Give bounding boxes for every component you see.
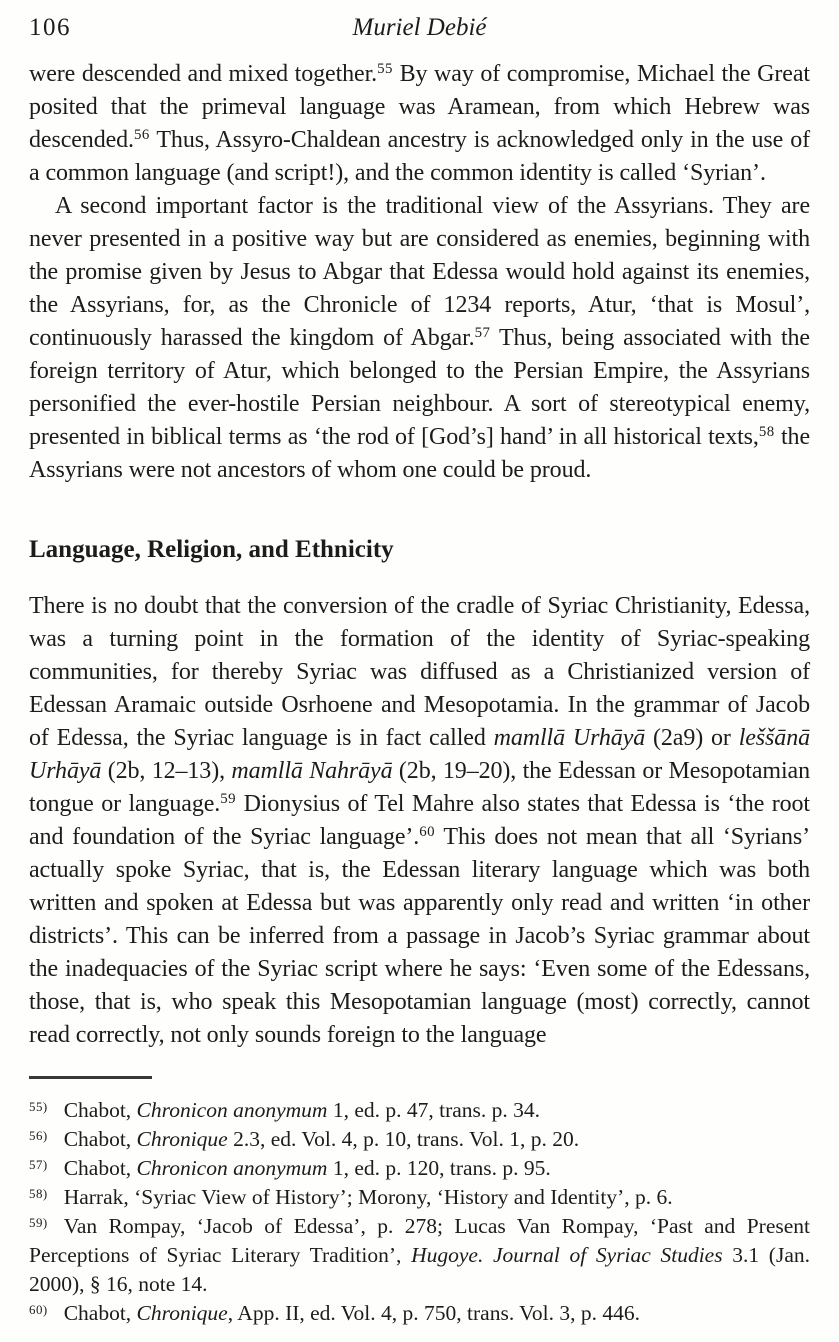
footnote — [29, 1212, 810, 1299]
text-run: the Assyrians were not ancestors of whom one could be proud. — [29, 424, 811, 483]
text-run: Thus, being associated with the foreign territory of Atur, which belonged to the Persian Empire, the Assyrians personified the ever-hostile Persian neighbour. A sort of stereotypical enemy, presented in biblical terms as ‘the rod of [God’s] hand’ in all historical texts, — [29, 325, 810, 450]
text-run: Harrak, ‘Syriac View of History’; Morony, ‘History and Identity’, p. 6. — [63, 1185, 673, 1209]
italic-text: Chronique — [136, 1127, 228, 1151]
italic-text: Hugoye. Journal of Syriac Studies — [411, 1243, 723, 1267]
footnote-marker: 58) — [29, 1186, 48, 1201]
footnote — [29, 1154, 810, 1183]
footnote — [29, 1183, 810, 1212]
italic-text: Chronicon anonymum — [136, 1098, 328, 1122]
text-run: There is no doubt that the conversion of the cradle of Syriac Christianity, Edessa, was a turning point in the formation of the identity of Syriac-speaking communities, for thereby Syriac was diffused as a Christianized version of Edessan Aramaic outside Osrhoene and Mesopotamia. In the grammar of Jacob of Edessa, the Syriac language is in fact called — [29, 593, 810, 751]
text-run: 3.1 (Jan. 2000), § 16, note 14. — [29, 1243, 810, 1296]
body-text — [29, 58, 810, 1052]
footnote-ref: 55 — [377, 60, 393, 77]
text-run: 1, ed. p. 120, trans. p. 95. — [327, 1156, 551, 1180]
text-run: By way of compromise, Michael the Great posited that the primeval language was Aramean, from which Hebrew was descended. — [29, 61, 810, 153]
paragraph — [29, 590, 810, 1052]
text-run: , App. II, ed. Vol. 4, p. 750, trans. Vol. 3, p. 446. — [227, 1301, 641, 1325]
running-head: Muriel Debié — [352, 14, 487, 41]
paragraph — [29, 190, 810, 487]
text-run: Chabot, — [63, 1156, 137, 1180]
italic-text: leššānā Urhāyā — [29, 725, 810, 784]
footnote — [29, 1096, 810, 1125]
footnote-marker: 60) — [29, 1302, 48, 1317]
footnote-ref: 56 — [133, 126, 150, 143]
footnote-separator-rule — [29, 1076, 152, 1079]
footnotes-section — [29, 1076, 810, 1328]
text-run: Dionysius of Tel Mahre also states that Edessa is ‘the root and foundation of the Syriac language’. — [29, 791, 810, 850]
footnote — [29, 1125, 810, 1154]
italic-text: Chronicon anonymum — [136, 1156, 328, 1180]
text-run: Chabot, — [63, 1301, 137, 1325]
footnote-marker: 56) — [29, 1128, 48, 1143]
footnote — [29, 1299, 810, 1328]
footnote-list — [29, 1096, 810, 1328]
text-run: (2b, 12–13), — [101, 758, 232, 784]
page-number: 106 — [29, 14, 71, 41]
text-run: Van Rompay, ‘Jacob of Edessa’, p. 278; Lucas Van Rompay, ‘Past and Present Perceptions of Syriac Literary Tradition’, — [29, 1214, 810, 1267]
italic-text: mamllā Urhāyā — [493, 725, 646, 751]
footnote-ref: 59 — [220, 790, 237, 807]
text-run: Chabot, — [63, 1127, 137, 1151]
footnote-ref: 58 — [758, 423, 775, 440]
footnote-ref: 60 — [419, 823, 436, 840]
italic-text: mamllā Nahrāyā — [231, 758, 393, 784]
footnote-ref: 57 — [474, 324, 491, 341]
page-header — [29, 12, 810, 48]
text-run: 1, ed. p. 47, trans. p. 34. — [327, 1098, 541, 1122]
footnote-marker: 59) — [29, 1215, 48, 1230]
text-run: Thus, Assyro-Chaldean ancestry is acknowledged only in the use of a common language (and script!), and the common identity is called ‘Syrian’. — [29, 127, 810, 186]
text-run: A second important factor is the traditional view of the Assyrians. They are never presented in a positive way but are considered as enemies, beginning with the promise given by Jesus to Abgar that Edessa would hold against its enemies, the Assyrians, for, as the Chronicle of 1234 reports, Atur, ‘that is Mosul’, continuously harassed the kingdom of Abgar. — [29, 193, 810, 351]
text-run: This does not mean that all ‘Syrians’ actually spoke Syriac, that is, the Edessan literary language which was both written and spoken at Edessa but was apparently only read and written ‘in other districts’. This can be inferred from a passage in Jacob’s Syriac grammar about the inadequacies of the Syriac script where he says: ‘Even some of the Edessans, those, that is, who speak this Mesopotamian language (most) correctly, cannot read correctly, not only sounds foreign to the language — [29, 824, 811, 1048]
text-run: (2b, 19–20), the Edessan or Mesopotamian tongue or language. — [29, 758, 810, 817]
section-heading: Language, Religion, and Ethnicity — [29, 536, 394, 563]
footnote-marker: 55) — [29, 1099, 48, 1114]
text-run: 2.3, ed. Vol. 4, p. 10, trans. Vol. 1, p. 20. — [227, 1127, 580, 1151]
paragraph — [29, 58, 810, 190]
italic-text: Chronique — [136, 1301, 228, 1325]
footnote-marker: 57) — [29, 1157, 48, 1172]
text-run: were descended and mixed together. — [29, 61, 378, 87]
text-run: (2a9) or — [645, 725, 739, 751]
text-run: Chabot, — [63, 1098, 137, 1122]
